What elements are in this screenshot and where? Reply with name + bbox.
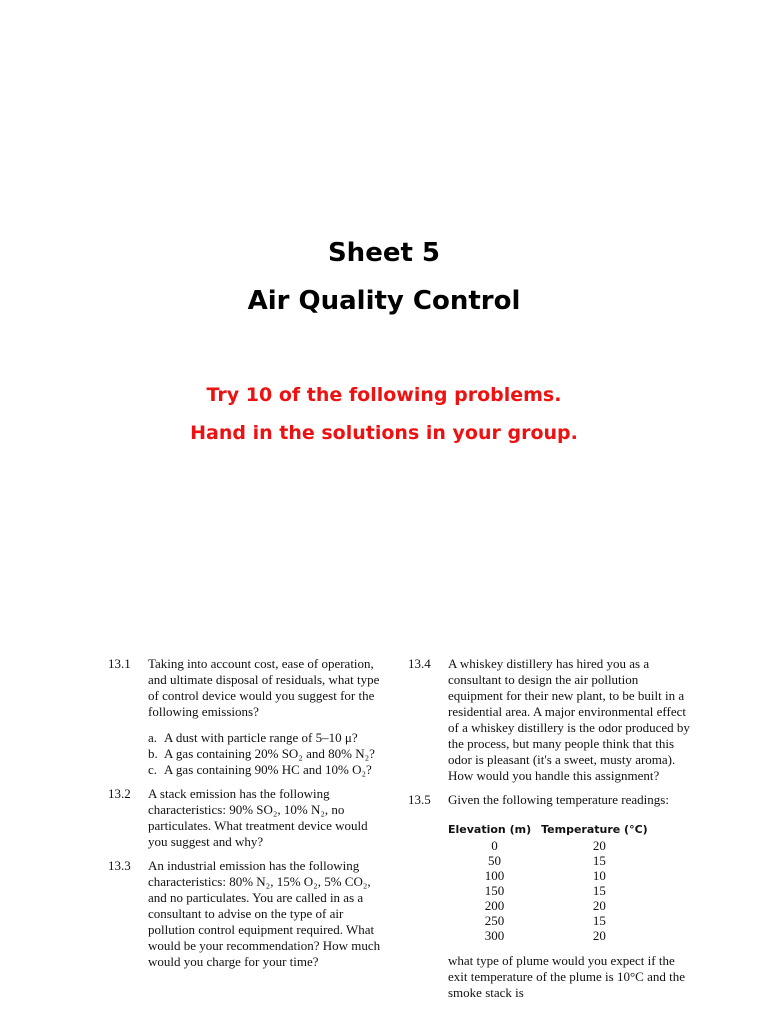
problem-number: 13.4 [408,656,431,671]
temperature-table [448,822,658,943]
left-column [108,656,390,978]
option-a: a. A dust with particle range of 5–10 μ? [148,730,358,745]
option-b: b. A gas containing 20% SO₂ and 80% N₂? [148,746,375,761]
problem-text: Taking into account cost, ease of operation, and ultimate disposal of residuals, what type of control device would you suggest for the following emissions? [148,656,380,719]
problem-number: 13.2 [108,786,131,801]
column-header-elevation: Elevation (m) [448,823,532,836]
problem-13-5 [408,792,690,1001]
problem-number: 13.1 [108,656,131,671]
instruction-hand-in: Hand in the solutions in your group. [190,422,578,444]
column-header-temperature: Temperature (°C) [541,823,648,836]
problem-13-1 [108,656,390,778]
table-row: 250 15 [484,913,606,928]
table-row: 50 15 [488,853,606,868]
problem-options [148,730,390,778]
table-row: 150 15 [484,883,606,898]
problem-text: An industrial emission has the following characteristics: 80% N₂, 15% O₂, 5% CO₂, and no particulates. You are called in as a consultant to advise on the type of air pollution control equipment required. What would be your recommendation? How much would you charge for your time? [148,858,381,969]
table-row: 0 20 [491,838,606,853]
problem-continuation: what type of plume would you expect if the exit temperature of the plume is 10°C and the smoke stack is [448,953,685,1000]
problem-13-2 [108,786,390,850]
right-column [408,656,690,1009]
problem-text: A stack emission has the following characteristics: 90% SO₂, 10% N₂, no particulates. What treatment device would you suggest and why? [148,786,368,849]
problem-text: Given the following temperature readings: [448,792,669,807]
instruction-try: Try 10 of the following problems. [206,384,562,406]
table-row: 100 10 [484,868,606,883]
problem-text: A whiskey distillery has hired you as a consultant to design the air pollution equipment for their new plant, to be built in a residential area. A major environmental effect of a whiskey distillery is the odor produced by the process, but many people think that this odor is pleasant (it's a sweet, musty aroma). How would you handle this assignment? [448,656,690,783]
problem-13-3 [108,858,390,970]
course-title: Air Quality Control [247,286,521,316]
sheet-title: Sheet 5 [327,238,441,268]
option-c: c. A gas containing 90% HC and 10% O₂? [148,762,372,777]
problem-number: 13.5 [408,792,431,807]
table-row: 300 20 [484,928,606,943]
problem-number: 13.3 [108,858,131,873]
problem-13-4 [408,656,690,784]
table-row: 200 20 [484,898,606,913]
